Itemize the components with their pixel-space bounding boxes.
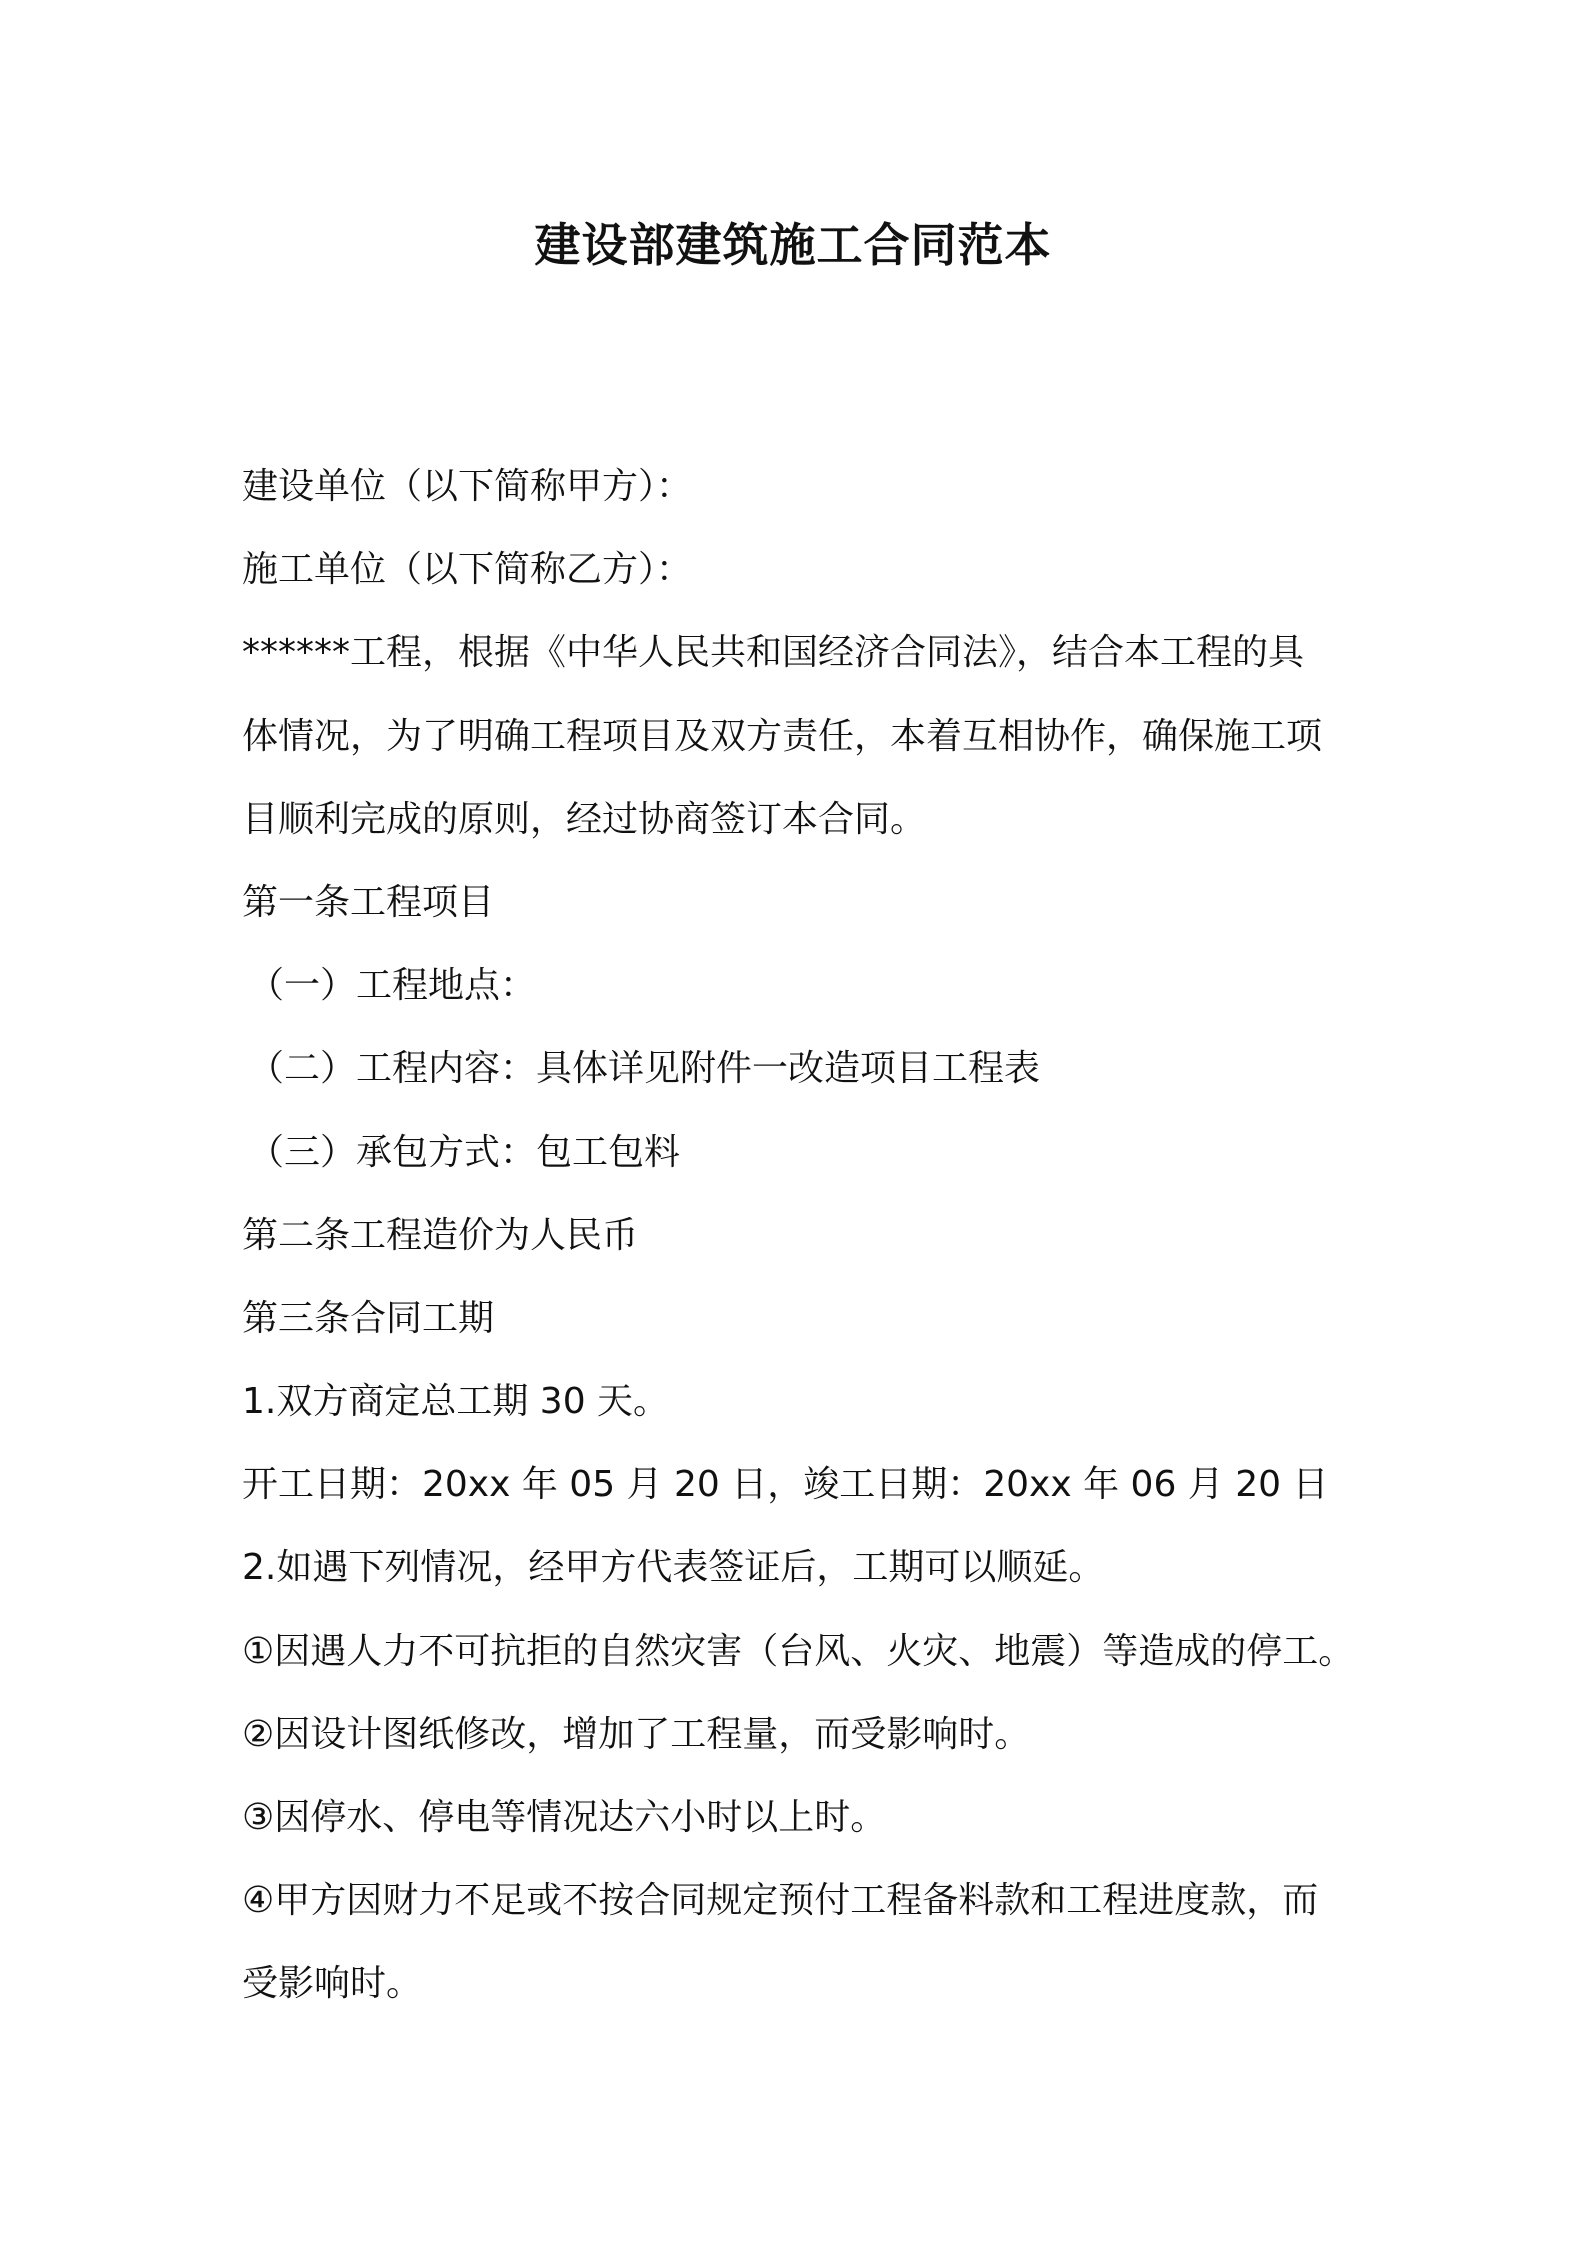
section-heading-article-3: 第三条合同工期 bbox=[242, 1297, 495, 1339]
text-line-total-duration: 1.双方商定总工期 30 天。 bbox=[242, 1381, 670, 1423]
section-heading-article-1: 第一条工程项目 bbox=[242, 881, 495, 923]
text-line-condition-3: ③因停水、停电等情况达六小时以上时。 bbox=[242, 1797, 887, 1838]
text-line-condition-4-cont: 受影响时。 bbox=[242, 1963, 423, 2005]
text-line-party-b: 施工单位（以下简称乙方）： bbox=[242, 549, 693, 591]
text-line-condition-1: ①因遇人力不可抗拒的自然灾害（台风、火灾、地震）等造成的停工。 bbox=[242, 1630, 1355, 1672]
text-line-extension-conditions: 2.如遇下列情况，经甲方代表签证后，工期可以顺延。 bbox=[242, 1547, 1105, 1589]
text-line-project-location: （一）工程地点： bbox=[248, 965, 537, 1007]
text-line-contract-method: （三）承包方式：包工包料 bbox=[248, 1131, 681, 1173]
document-title: 建设部建筑施工合同范本 bbox=[534, 218, 1052, 272]
text-line-condition-2: ②因设计图纸修改，增加了工程量，而受影响时。 bbox=[242, 1713, 1031, 1755]
text-line-preamble-3: 目顺利完成的原则，经过协商签订本合同。 bbox=[242, 798, 927, 840]
text-line-start-end-dates: 开工日期：20xx 年 05 月 20 日，竣工日期：20xx 年 06 月 20 日 bbox=[242, 1464, 1329, 1506]
text-line-condition-4: ④甲方因财力不足或不按合同规定预付工程备料款和工程进度款，而 bbox=[242, 1880, 1319, 1922]
text-line-project-content: （二）工程内容：具体详见附件一改造项目工程表 bbox=[248, 1048, 1041, 1090]
text-line-preamble-2: 体情况，为了明确工程项目及双方责任，本着互相协作，确保施工项 bbox=[242, 715, 1323, 757]
document-body bbox=[242, 445, 1362, 2026]
text-line-preamble-1: ******工程，根据《中华人民共和国经济合同法》，结合本工程的具 bbox=[242, 632, 1305, 674]
text-line-party-a: 建设单位（以下简称甲方）： bbox=[242, 466, 693, 507]
section-heading-article-2: 第二条工程造价为人民币 bbox=[242, 1214, 639, 1256]
